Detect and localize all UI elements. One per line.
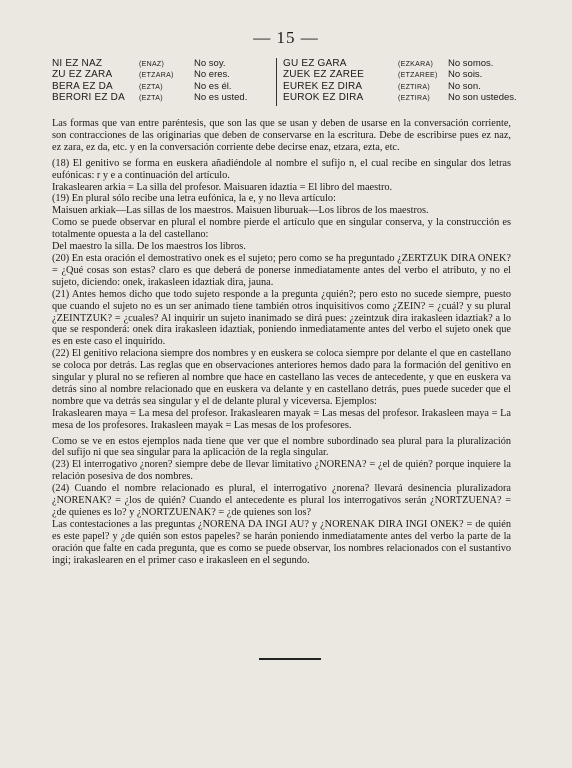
conjugation-right-column (283, 58, 538, 104)
translation: No son ustedes. (448, 92, 517, 104)
example-line: Irakaslearen arkia = La silla del profesor. Maisuaren idaztia = El libro del maestro. (52, 181, 393, 193)
contracted-form: (ETZARA) (139, 72, 174, 80)
contracted-form: (EZTIRA) (398, 83, 430, 91)
paragraph: Las contestaciones a las preguntas ¿NORENA DA INGI AU? y ¿NORENAK DIRA INGI ONEK? = de quién es este papel? y ¿de quién son estos papeles? se harán poniendo inmediatamente antes del verbo la parte de la oración que falte en cada pregunta, que es como se puede observar, los nombres relacionados con el sustantivo ingi; irakaslearen en el primer caso e irakasleen en el segundo. (52, 518, 511, 566)
paragraph: Como se ve en estos ejemplos nada tiene que ver que el nombre subordinado sea plural para la pluralización del sufijo ni que sea singular para la aplicación de la regla singular. (52, 435, 511, 459)
contracted-form: (EZKARA) (398, 61, 434, 68)
paragraph: Las formas que van entre paréntesis, que son las que se usan y deben de usarse en la conversación corriente, son contracciones de las originarias que deben de conservarse en la escritura. Debe de escribirse pues ez naz, ez zara, ez da, etc. y en la conversación corriente debe decirse enaz, etzara, ezta, etc. (52, 118, 511, 153)
conjugation-row (283, 58, 538, 69)
verb-form: BERA EZ DA (52, 80, 113, 92)
translation: No es usted. (194, 92, 248, 104)
paragraph: Como se puede observar en plural el nombre pierde el artículo que en singular conserva, y la construcción es totalmente opuesta a la del castellano: (52, 217, 511, 241)
verb-form: ZUEK EZ ZAREE (283, 69, 364, 81)
translation: No soy. (194, 58, 226, 69)
column-divider (276, 58, 277, 106)
contracted-form: (EZTA) (139, 95, 163, 103)
conjugation-row (52, 92, 267, 103)
example-line: Del maestro la silla. De los maestros los libros. (52, 241, 246, 253)
example-line: Irakaslearen maya = La mesa del profesor. Irakaslearen mayak = Las mesas del profesor. Irakasleen maya = La mesa de los profesores. Irakasleen mayak = Las mesas de los profesores. (52, 407, 511, 431)
conjugation-row (283, 92, 538, 103)
contracted-form: (ETZAREE) (398, 72, 438, 80)
translation: No somos. (448, 58, 494, 69)
paragraph: (20) En esta oración el demostrativo onek es el sujeto; pero como se ha preguntado ¿ZERTZUK DIRA ONEK? = ¿Qué cosas son estas? claro es que deberá de ponerse inmediatamente antes del verbo el atributo, y no el sujeto, diciendo: onek, irakasleen idaztiak dira, jauna. (52, 252, 511, 288)
conjugation-left-column (52, 58, 267, 104)
paragraph: (22) El genitivo relaciona siempre dos nombres y en euskera se coloca siempre por delante el que en castellano se coloca por detrás. Las reglas que en observaciones anteriores hemos dado para la formación del genitivo en singular y plural no se refieren al nombre que hace en castellano las veces de antecedente, y que en euskera va detrás sino al nombre relacionado que en euskera va delante y en castellano detrás, pues puede suceder que el nombre que va detrás sea singular y el de delante plural y viceversa. Ejemplos: (52, 348, 511, 407)
conjugation-row (52, 81, 267, 92)
translation: No sois. (448, 69, 483, 81)
contracted-form: (ENAZ) (139, 61, 165, 68)
body-text (52, 118, 511, 567)
page-number: — 15 — (253, 28, 319, 47)
contracted-form: (EZTIRA) (398, 95, 430, 103)
conjugation-row (283, 81, 538, 92)
conjugation-row (52, 69, 267, 80)
verb-form: BERORI EZ DA (52, 92, 125, 104)
example-line: Maisuen arkiak—Las sillas de los maestros. Maisuen liburuak—Los libros de los maestros. (52, 205, 429, 217)
contracted-form: (EZTA) (139, 83, 163, 91)
paragraph: (18) El genitivo se forma en euskera añadiéndole al nombre el sufijo n, el cual recibe en singular dos letras eufónicas: r y e a continuación del artículo. (52, 157, 511, 181)
paragraph: (21) Antes hemos dicho que todo sujeto responde a la pregunta ¿quién?; pero esto no sucede siempre, puesto que cuando el sujeto no es un ser animado tiene también otros inquisitivos como ¿ZEIN? = ¿cuál? y su plural ¿ZEINTZUK? = ¿cuales? Al inquirir un sujeto inanimado se dirá pues: ¿zeintzuk dira irakasleen idaztiak? a lo que se responderá: onek dira irakasleen idaztiak, poniendo inmediatamente antes del verbo el sujeto onek que es en este caso el inquirido. (52, 288, 511, 348)
translation: No son. (448, 80, 481, 92)
paragraph: (24) Cuando el nombre relacionado es plural, el interrogativo ¿norena? llevará desinencia pluralizadora ¿NORENAK? = ¿los de quién? Cuando el antecedente es plural los interrogativos serán ¿NORTZUENA? = ¿de quienes es lo? y ¿NORTZUENAK? = ¿de quienes son los? (52, 483, 511, 518)
verb-form: NI EZ NAZ (52, 58, 103, 69)
verb-form: ZU EZ ZARA (52, 69, 113, 81)
conjugation-row (52, 58, 267, 69)
paragraph: (23) El interrogativo ¿noren? siempre debe de llevar limitativo ¿NORENA? = ¿el de quién? porque inquiere la relación posesiva de dos nombres. (52, 459, 511, 483)
verb-form: EUROK EZ DIRA (283, 92, 364, 104)
section-end-rule (259, 658, 321, 660)
verb-form: EUREK EZ DIRA (283, 80, 363, 92)
translation: No eres. (194, 69, 230, 81)
conjugation-row (283, 69, 538, 80)
translation: No es él. (194, 80, 232, 92)
paragraph: (19) En plural sólo recibe una letra eufónica, la e, y no lleva artículo: (52, 193, 336, 205)
verb-form: GU EZ GARA (283, 58, 347, 69)
